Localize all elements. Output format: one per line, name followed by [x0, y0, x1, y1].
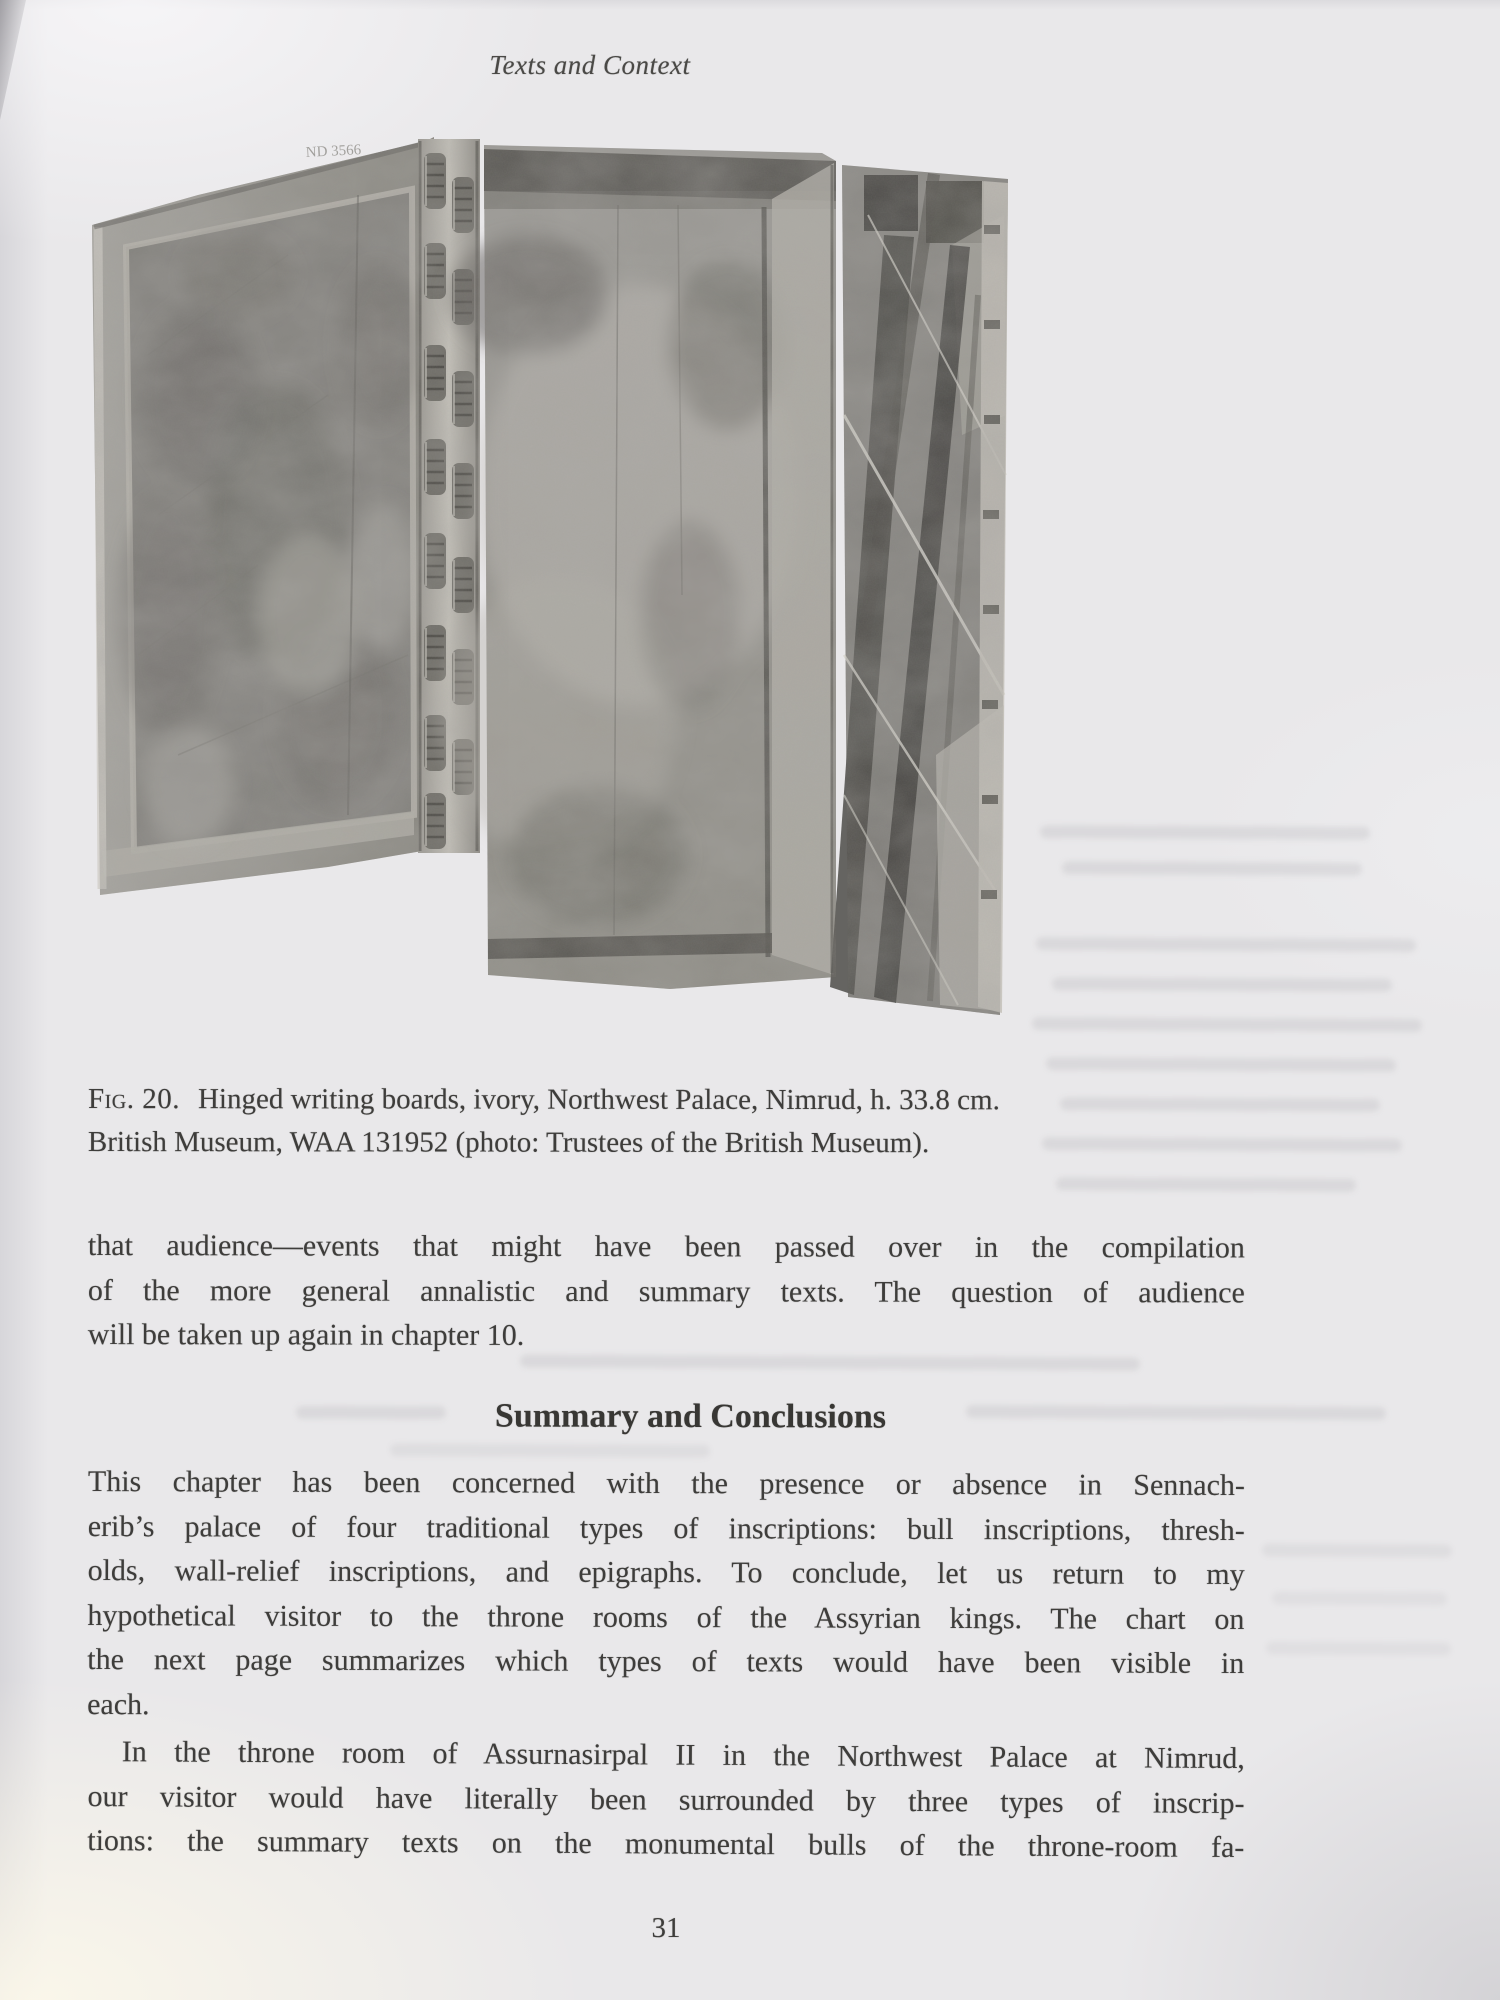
page-showthrough	[1040, 825, 1370, 840]
text-line: tions: the summary texts on the monumental bulls of the throne-room fa-	[87, 1823, 1245, 1865]
excavation-mark: ND 3566	[305, 142, 362, 161]
text-line: olds, wall-relief inscriptions, and epigraphs. To conclude, let us return to my	[87, 1553, 1245, 1592]
text-line: of the more general annalistic and summary texts. The question of audience	[87, 1273, 1245, 1309]
text-line: In the throne room of Assurnasirpal II in the Northwest Palace at Nimrud,	[121, 1735, 1245, 1776]
caption-text: Hinged writing boards, ivory, Northwest Palace, Nimrud, h. 33.8 cm.	[197, 1083, 1000, 1117]
writing-boards-photo	[78, 95, 1008, 1050]
page-showthrough	[1032, 1017, 1422, 1032]
text-line: the next page summarizes which types of texts would have been visible in	[87, 1642, 1245, 1681]
figure-label: Fig. 20.	[87, 1083, 180, 1116]
page-showthrough	[966, 1405, 1386, 1420]
paragraph-2	[87, 1460, 1245, 1731]
page-showthrough	[1052, 977, 1392, 992]
page-number: 31	[651, 1912, 681, 1944]
page-showthrough	[520, 1354, 1140, 1370]
text-line: will be taken up again in chapter 10.	[87, 1317, 525, 1352]
page-showthrough	[1046, 1057, 1396, 1072]
text-line: our visitor would have literally been surrounded by three types of inscrip-	[87, 1779, 1245, 1820]
page-showthrough	[296, 1406, 446, 1420]
section-heading: Summary and Conclusions	[494, 1397, 887, 1436]
paragraph-1	[88, 1224, 1245, 1360]
page-showthrough	[1266, 1642, 1451, 1656]
page-showthrough	[1262, 1544, 1452, 1558]
text-line: each.	[87, 1687, 150, 1721]
text-line: that audience—events that might have been passed over in the compilation	[87, 1229, 1245, 1265]
page-showthrough	[1272, 1592, 1447, 1606]
running-head: Texts and Context	[489, 50, 691, 80]
caption-line-1	[88, 1078, 1198, 1123]
page-showthrough	[1062, 861, 1362, 876]
page-corner-shadow	[0, 0, 26, 120]
page-showthrough	[1036, 937, 1416, 952]
text-line: erib’s palace of four traditional types of inscriptions: bull inscriptions, thresh-	[87, 1509, 1245, 1547]
figure-photo	[78, 95, 1008, 1050]
caption-line-2: British Museum, WAA 131952 (photo: Trustees of the British Museum).	[87, 1126, 930, 1160]
page-showthrough	[1060, 1097, 1380, 1112]
figure-caption	[88, 1078, 1198, 1166]
text-line: hypothetical visitor to the throne rooms of the Assyrian kings. The chart on	[87, 1598, 1245, 1636]
page-showthrough	[1042, 1137, 1402, 1152]
photo-grain-texture	[78, 95, 1008, 1050]
page-showthrough	[1056, 1177, 1356, 1192]
page-showthrough	[390, 1443, 710, 1458]
paragraph-3	[87, 1730, 1245, 1871]
text-line: This chapter has been concerned with the presence or absence in Sennach-	[87, 1465, 1245, 1503]
